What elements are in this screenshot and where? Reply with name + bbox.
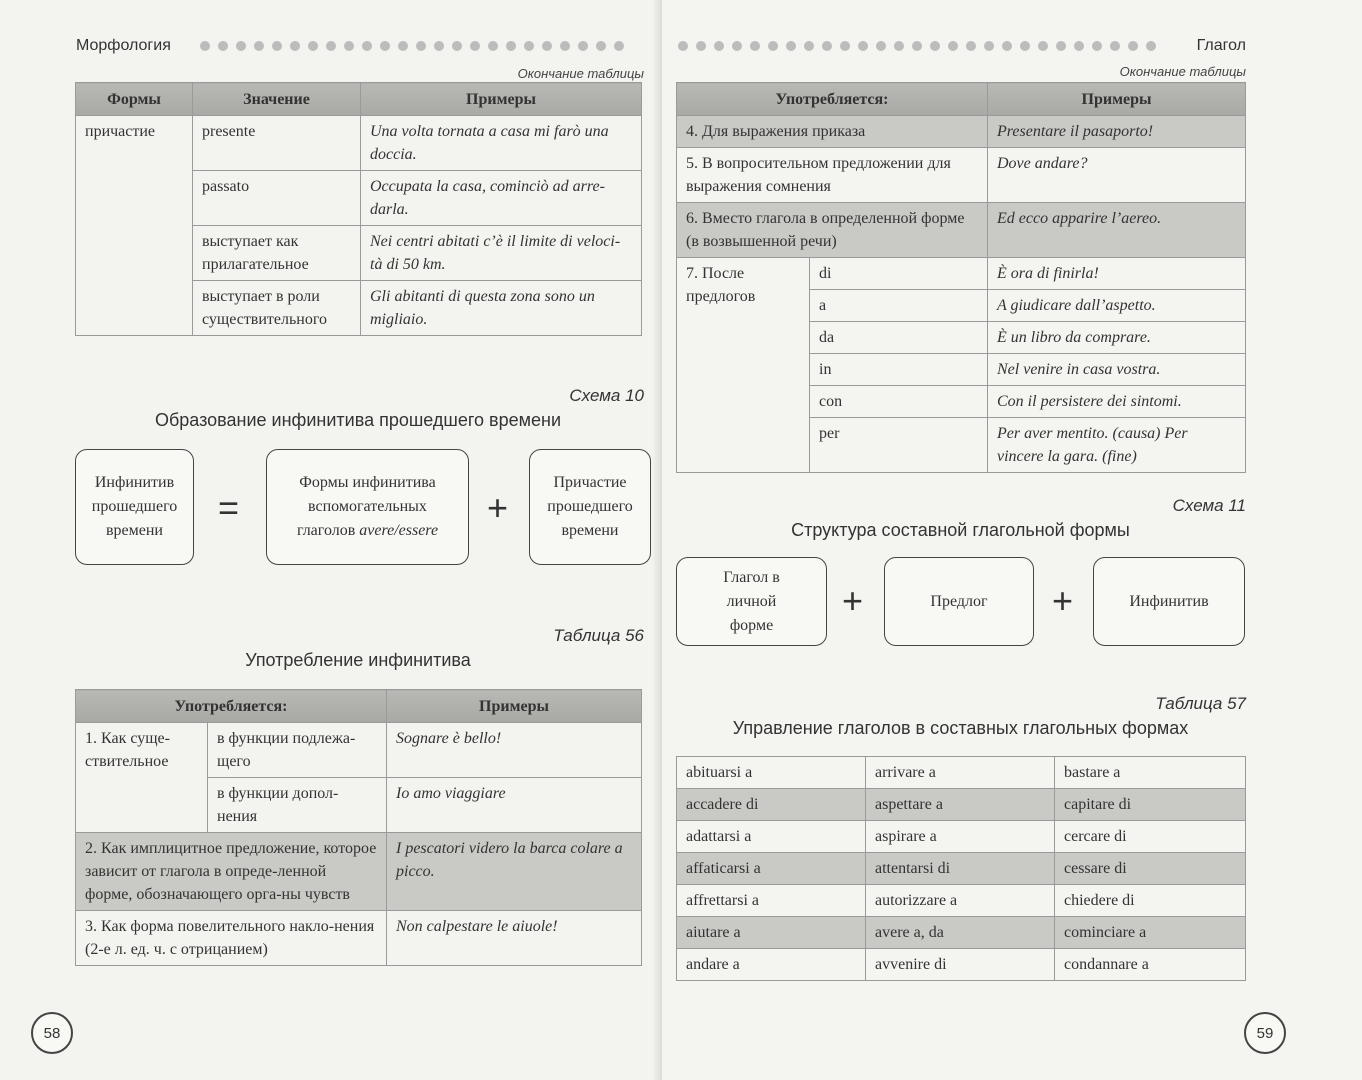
verb-government-table — [676, 756, 1246, 981]
left-page — [0, 0, 662, 1080]
column-header: Употребляется: — [677, 83, 988, 116]
form-cell: причастие — [76, 116, 193, 336]
scheme-label: Схема 11 — [1172, 496, 1246, 515]
plus-sign: + — [487, 487, 509, 528]
usage-cell: 3. Как форма повелительного накло-нения (2-е л. ед. ч. с отрицанием) — [76, 911, 387, 966]
column-header: Употребляется: — [76, 690, 387, 723]
verb-cell: cessare di — [1055, 853, 1246, 885]
verb-cell: abituarsi a — [677, 757, 866, 789]
table-title: Употребление инфинитива — [245, 650, 471, 670]
verb-cell: cercare di — [1055, 821, 1246, 853]
function-cell: в функции подлежа-щего — [208, 723, 387, 778]
meaning-cell: presente — [193, 116, 361, 171]
verb-cell: affrettarsi a — [677, 885, 866, 917]
verb-cell: affaticarsi a — [677, 853, 866, 885]
verb-cell: chiedere di — [1055, 885, 1246, 917]
table-row — [677, 203, 1246, 258]
preposition-cell: con — [810, 386, 988, 418]
example-cell: Gli abitanti di questa zona sono un migliaio. — [361, 281, 642, 336]
example-cell: Occupata la casa, cominciò ad arre-darla. — [361, 171, 642, 226]
diagram-box-finite-verb — [676, 557, 827, 646]
table-label: Таблица 56 — [553, 626, 644, 645]
table-row — [677, 757, 1246, 789]
verb-cell: aiutare a — [677, 917, 866, 949]
table-row — [76, 116, 642, 171]
usage-cell: 6. Вместо глагола в определенной форме (в возвышенной речи) — [677, 203, 988, 258]
scheme-label: Схема 10 — [569, 386, 644, 405]
box-text: Причастие прошедшего времени — [547, 474, 633, 539]
table-row — [677, 885, 1246, 917]
table-row — [76, 911, 642, 966]
usage-cell: 5. В вопросительном предложении для выражения сомнения — [677, 148, 988, 203]
table-header-row — [76, 690, 642, 723]
verb-cell: capitare di — [1055, 789, 1246, 821]
example-cell: Presentare il pasaporto! — [988, 116, 1246, 148]
plus-sign: + — [842, 580, 864, 621]
table-continuation-label: Окончание таблицы — [1119, 64, 1246, 79]
usage-cell: 2. Как имплицитное предложение, которое зависит от глагола в опреде-ленной форме, обозначающего орга-ны чувств — [76, 833, 387, 911]
column-header: Примеры — [988, 83, 1246, 116]
preposition-cell: in — [810, 354, 988, 386]
column-header: Значение — [193, 83, 361, 116]
meaning-cell: passato — [193, 171, 361, 226]
verb-cell: avere a, da — [866, 917, 1055, 949]
preposition-cell: da — [810, 322, 988, 354]
table-row — [677, 917, 1246, 949]
meaning-cell: выступает как прилагательное — [193, 226, 361, 281]
preposition-cell: di — [810, 258, 988, 290]
table-header-row — [677, 83, 1246, 116]
page-number: 58 — [31, 1012, 73, 1054]
right-page — [662, 0, 1362, 1080]
page-number: 59 — [1244, 1012, 1286, 1054]
verb-cell: cominciare a — [1055, 917, 1246, 949]
preposition-cell: a — [810, 290, 988, 322]
table-row — [677, 821, 1246, 853]
diagram-box-past-infinitive — [75, 449, 194, 565]
table-row — [677, 148, 1246, 203]
verb-cell: arrivare a — [866, 757, 1055, 789]
table-label: Таблица 57 — [1155, 694, 1246, 713]
box-text-italic: avere/essere — [359, 522, 439, 539]
header-dots — [678, 41, 1156, 51]
verb-cell: condannare a — [1055, 949, 1246, 981]
diagram-box-participle — [529, 449, 651, 565]
box-text: Инфинитив прошедшего времени — [91, 474, 178, 539]
example-cell: A giudicare dall’aspetto. — [988, 290, 1246, 322]
preposition-cell: per — [810, 418, 988, 473]
verb-cell: attentarsi di — [866, 853, 1055, 885]
header-dots — [200, 41, 624, 51]
verb-cell: aspettare a — [866, 789, 1055, 821]
example-cell: Una volta tornata a casa mi farò una doccia. — [361, 116, 642, 171]
diagram-box-preposition — [884, 557, 1034, 646]
meaning-cell: выступает в роли существительного — [193, 281, 361, 336]
example-cell: Sognare è bello! — [387, 723, 642, 778]
function-cell: в функции допол-нения — [208, 778, 387, 833]
scheme-title: Образование инфинитива прошедшего времени — [154, 410, 562, 430]
infinitive-usage-continuation-table — [676, 82, 1246, 473]
example-cell: Dove andare? — [988, 148, 1246, 203]
table-title: Управление глаголов в составных глагольных формах — [732, 718, 1189, 738]
usage-cell: 7. После предлогов — [677, 258, 810, 473]
table-header-row — [76, 83, 642, 116]
box-text-main: Формы инфинитива вспомогательных глаголов — [296, 474, 436, 539]
verb-cell: autorizzare a — [866, 885, 1055, 917]
example-cell: Ed ecco apparire l’aereo. — [988, 203, 1246, 258]
verb-cell: adattarsi a — [677, 821, 866, 853]
participle-table — [75, 82, 642, 336]
usage-cell: 4. Для выражения приказа — [677, 116, 988, 148]
diagram-box-auxiliary-forms — [266, 449, 469, 565]
example-cell: Nel venire in casa vostra. — [988, 354, 1246, 386]
box-text: Инфинитив — [1129, 592, 1209, 610]
infinitive-usage-table — [75, 689, 642, 966]
usage-cell: 1. Как суще-ствительное — [76, 723, 208, 833]
table-row — [677, 258, 1246, 290]
box-text — [267, 471, 468, 543]
example-cell: Io amo viaggiare — [387, 778, 642, 833]
table-row — [677, 853, 1246, 885]
example-cell: Non calpestare le aiuole! — [387, 911, 642, 966]
table-continuation-label: Окончание таблицы — [517, 66, 644, 81]
verb-cell: accadere di — [677, 789, 866, 821]
table-row — [677, 116, 1246, 148]
verb-cell: andare a — [677, 949, 866, 981]
box-text: Глагол в личной форме — [723, 568, 780, 634]
table-row — [677, 949, 1246, 981]
column-header: Формы — [76, 83, 193, 116]
running-title: Морфология — [76, 37, 171, 54]
example-cell: Nei centri abitati c’è il limite di veloci-tà di 50 km. — [361, 226, 642, 281]
example-cell: Per aver mentito. (causa) Per vincere la gara. (fine) — [988, 418, 1246, 473]
example-cell: È ora di finirla! — [988, 258, 1246, 290]
column-header: Примеры — [387, 690, 642, 723]
table-row — [76, 723, 642, 778]
diagram-box-infinitive — [1093, 557, 1245, 646]
table-row — [677, 789, 1246, 821]
column-header: Примеры — [361, 83, 642, 116]
table-row — [76, 833, 642, 911]
verb-cell: bastare a — [1055, 757, 1246, 789]
verb-cell: avvenire di — [866, 949, 1055, 981]
verb-cell: aspirare a — [866, 821, 1055, 853]
box-text: Предлог — [930, 592, 988, 610]
running-title: Глагол — [1196, 37, 1246, 54]
scheme-title: Структура составной глагольной формы — [791, 520, 1130, 540]
equals-sign: = — [218, 487, 240, 528]
example-cell: È un libro da comprare. — [988, 322, 1246, 354]
example-cell: Con il persistere dei sintomi. — [988, 386, 1246, 418]
example-cell: I pescatori videro la barca colare a picco. — [387, 833, 642, 911]
plus-sign: + — [1052, 580, 1074, 621]
